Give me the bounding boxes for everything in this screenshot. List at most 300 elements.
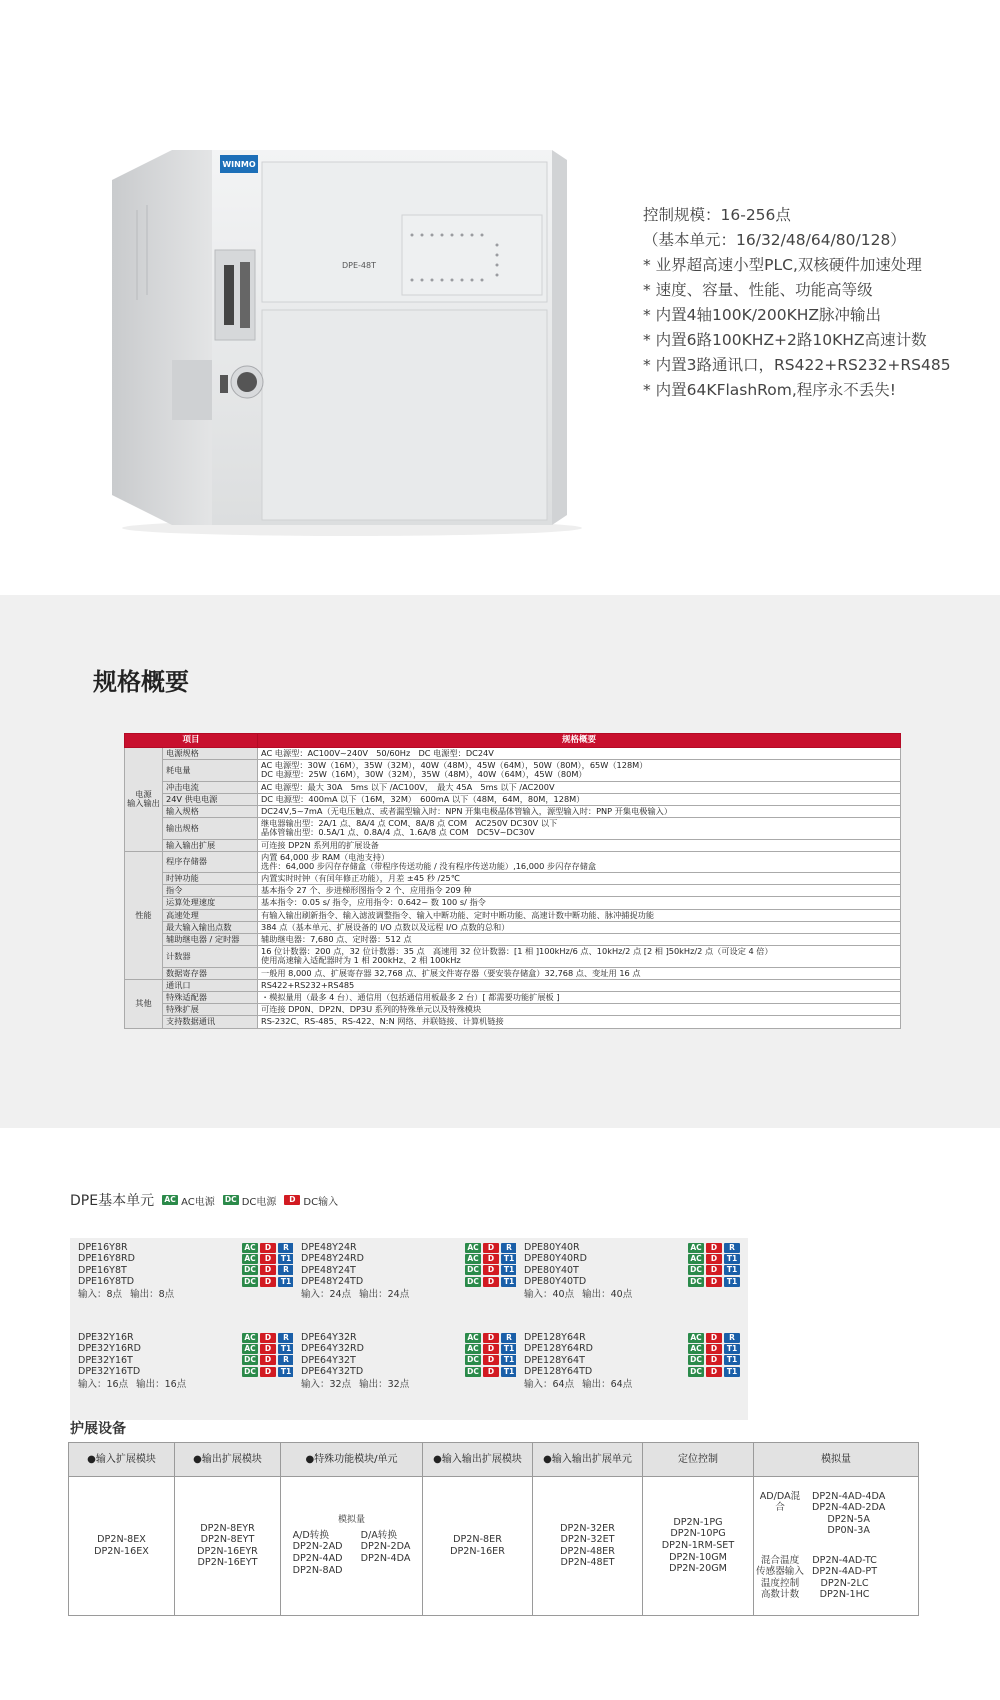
io-unit-cell: DP2N-32ER DP2N-32ET DP2N-48ER DP2N-48ET — [533, 1477, 643, 1616]
feature-item: （基本单元：16/32/48/64/80/128） — [643, 231, 906, 249]
spec-row — [125, 885, 901, 897]
legend-ac — [162, 1193, 215, 1208]
spec-item: 运算处理速度 — [163, 897, 258, 909]
spec-value: 基本指令 27 个、步进梯形图指令 2 个、应用指令 209 种 — [258, 885, 901, 897]
dc-badge: DC — [688, 1277, 704, 1287]
ac-badge: AC — [465, 1254, 481, 1264]
d-badge: D — [260, 1355, 276, 1365]
legend-d — [284, 1193, 338, 1208]
legend-label: DC电源 — [241, 1196, 277, 1208]
spec-item: 程序存储器 — [163, 851, 258, 872]
spec-item: 高速处理 — [163, 909, 258, 921]
ext-header: ●特殊功能模块/单元 — [281, 1443, 423, 1477]
spec-value: 384 点（基本单元、扩展设备的 I/O 点数以及远程 I/O 点数的总和） — [258, 921, 901, 933]
spec-value: 基本指令：0.05 s/ 指令，应用指令：0.642~ 数 100 s/ 指令 — [258, 897, 901, 909]
t1-badge: T1 — [501, 1265, 517, 1275]
feature-item: 控制规模：16-256点 — [643, 206, 791, 224]
io-inputs: 8点 — [106, 1288, 123, 1300]
dc-badge: DC — [465, 1277, 481, 1287]
unit-card — [293, 1238, 525, 1330]
unit-card — [516, 1238, 748, 1330]
io-label: 输入： — [301, 1288, 330, 1300]
spec-item: 计数器 — [163, 946, 258, 967]
d-badge: D — [706, 1367, 722, 1377]
unit-model-row — [78, 1276, 294, 1287]
spec-item: 最大输入输出点数 — [163, 921, 258, 933]
spec-header-item: 项目 — [125, 734, 258, 748]
unit-model-row — [524, 1366, 740, 1377]
output-ext-cell: DP2N-8EYR DP2N-8EYT DP2N-16EYR DP2N-16EYT — [175, 1477, 281, 1616]
spec-item: 支持数据通讯 — [163, 1016, 258, 1028]
unit-io — [524, 1289, 740, 1300]
io-label: 输出： — [582, 1378, 611, 1390]
unit-badges — [688, 1254, 740, 1264]
unit-badges — [465, 1265, 517, 1275]
unit-model-name: DPE32Y16RD — [78, 1343, 141, 1355]
t1-badge: T1 — [724, 1254, 740, 1264]
unit-badges — [688, 1355, 740, 1365]
spec-row — [125, 897, 901, 909]
io-inputs: 24点 — [329, 1288, 352, 1300]
spec-item: 指令 — [163, 885, 258, 897]
unit-card — [70, 1328, 302, 1420]
ac-badge: AC — [688, 1344, 704, 1354]
spec-item: 特殊扩展 — [163, 1004, 258, 1016]
spec-item: 输入规格 — [163, 805, 258, 817]
r-badge: R — [278, 1355, 294, 1365]
unit-model-name: DPE48Y24T — [301, 1264, 356, 1276]
unit-badges — [465, 1243, 517, 1253]
t1-badge: T1 — [724, 1277, 740, 1287]
d-badge: D — [483, 1367, 499, 1377]
analog-group-models: DP2N-4AD-4DA DP2N-4AD-2DA DP2N-5A DP0N-3A — [812, 1490, 886, 1537]
spec-value: 辅助继电器：7,680 点、定时器：512 点 — [258, 934, 901, 946]
spec-row — [125, 839, 901, 851]
unit-model-name: DPE80Y40R — [524, 1242, 580, 1253]
unit-model-row — [524, 1355, 740, 1366]
analog-cell — [754, 1477, 919, 1616]
spec-group: 性能 — [125, 851, 163, 979]
unit-io — [301, 1289, 517, 1300]
spec-value: AC 电源型：AC100V~240V 50/60Hz DC 电源型：DC24V — [258, 748, 901, 760]
spec-row — [125, 967, 901, 979]
unit-model-name: DPE64Y32T — [301, 1354, 356, 1366]
units-title: DPE基本单元 — [70, 1193, 155, 1209]
ext-title: 护展设备 — [70, 1421, 126, 1437]
dc-badge: DC — [242, 1265, 258, 1275]
unit-model-name: DPE16Y8R — [78, 1242, 128, 1253]
unit-model-row — [78, 1355, 294, 1366]
unit-model-name: DPE64Y32R — [301, 1332, 357, 1343]
spec-item: 输入输出扩展 — [163, 839, 258, 851]
input-ext-cell: DP2N-8EX DP2N-16EX — [69, 1477, 175, 1616]
unit-badges — [465, 1344, 517, 1354]
unit-badges — [242, 1344, 294, 1354]
unit-badges — [688, 1367, 740, 1377]
spec-value: 内置 64,000 步 RAM（电池支持） 选件：64,000 步闪存存储盒（带程序传送功能 / 没有程序传送功能）,16,000 步闪存存储盒 — [258, 851, 901, 872]
spec-value: DC24V,5~7mA（无电压触点、或者漏型输入时：NPN 开集电极晶体管输入，源型输入时：PNP 开集电极输入） — [258, 805, 901, 817]
d-badge: D — [260, 1265, 276, 1275]
io-outputs: 32点 — [387, 1378, 410, 1390]
units-section — [0, 1128, 1000, 1700]
unit-badges — [465, 1333, 517, 1343]
spec-title: 规格概要 — [93, 668, 189, 696]
ext-header: ●输出扩展模块 — [175, 1443, 281, 1477]
t1-badge: T1 — [501, 1367, 517, 1377]
ext-header: 定位控制 — [643, 1443, 754, 1477]
unit-model-row — [301, 1253, 517, 1264]
plc-product-image — [112, 150, 592, 538]
spec-row — [125, 921, 901, 933]
spec-row — [125, 793, 901, 805]
t1-badge: T1 — [278, 1254, 294, 1264]
dc-badge: DC — [688, 1355, 704, 1365]
t1-badge: T1 — [724, 1367, 740, 1377]
unit-model-name: DPE48Y24RD — [301, 1253, 364, 1265]
spec-row — [125, 946, 901, 967]
unit-model-row — [524, 1265, 740, 1276]
unit-model-row — [78, 1265, 294, 1276]
r-badge: R — [278, 1243, 294, 1253]
spec-value: RS-232C、RS-485、RS-422、N:N 网络、并联链接、计算机链接 — [258, 1016, 901, 1028]
unit-io — [78, 1289, 294, 1300]
unit-badges — [242, 1333, 294, 1343]
spec-row — [125, 781, 901, 793]
positioning-cell: DP2N-1PG DP2N-10PG DP2N-1RM-SET DP2N-10GM DP2N-20GM — [643, 1477, 754, 1616]
spec-value: 内置实时时钟（有闰年修正功能），月差 ±45 秒 /25℃ — [258, 873, 901, 885]
spec-value: 可连接 DP0N、DP2N、DP3U 系列的特殊单元以及特殊模块 — [258, 1004, 901, 1016]
unit-model-row — [301, 1242, 517, 1253]
ac-badge: AC — [162, 1195, 178, 1205]
io-module-cell: DP2N-8ER DP2N-16ER — [423, 1477, 533, 1616]
unit-model-name: DPE48Y24TD — [301, 1276, 364, 1288]
unit-badges — [465, 1355, 517, 1365]
io-label: 输入： — [78, 1288, 107, 1300]
unit-model-name: DPE32Y16T — [78, 1354, 133, 1366]
ac-badge: AC — [688, 1333, 704, 1343]
spec-item: 特殊适配器 — [163, 991, 258, 1003]
analog-group-label: AD/DA混合 — [759, 1490, 801, 1514]
t1-badge: T1 — [724, 1265, 740, 1275]
unit-model-row — [524, 1253, 740, 1264]
feature-item: * 内置6路100KHZ+2路10KHZ高速计数 — [643, 331, 927, 349]
analog-group-label: 混合温度 传感器输入 温度控制 高数计数 — [756, 1554, 804, 1601]
d-badge: D — [260, 1254, 276, 1264]
r-badge: R — [501, 1333, 517, 1343]
r-badge: R — [278, 1333, 294, 1343]
io-label: 输出： — [130, 1288, 159, 1300]
io-label: 输入： — [301, 1378, 330, 1390]
t1-badge: T1 — [724, 1344, 740, 1354]
spec-group: 其他 — [125, 979, 163, 1028]
d-badge: D — [706, 1344, 722, 1354]
spec-item: 耗电量 — [163, 760, 258, 781]
spec-row — [125, 991, 901, 1003]
unit-model-row — [524, 1332, 740, 1343]
unit-model-name: DPE48Y24R — [301, 1242, 357, 1253]
spec-row — [125, 760, 901, 781]
spec-value: AC 电源型：最大 30A 5ms 以下 /AC100V， 最大 45A 5ms 以下 /AC200V — [258, 781, 901, 793]
unit-badges — [242, 1277, 294, 1287]
legend-label: DC输入 — [303, 1196, 339, 1208]
unit-badges — [465, 1277, 517, 1287]
dc-badge: DC — [242, 1277, 258, 1287]
unit-model-name: DPE80Y40RD — [524, 1253, 587, 1265]
r-badge: R — [724, 1333, 740, 1343]
feature-item: * 内置4轴100K/200KHZ脉冲输出 — [643, 306, 882, 324]
io-outputs: 64点 — [610, 1378, 633, 1390]
t1-badge: T1 — [501, 1355, 517, 1365]
r-badge: R — [501, 1243, 517, 1253]
ac-badge: AC — [688, 1254, 704, 1264]
spec-row — [125, 851, 901, 872]
spec-body — [125, 748, 901, 1029]
unit-model-row — [301, 1265, 517, 1276]
unit-model-name: DPE128Y64R — [524, 1332, 586, 1343]
units-header — [70, 1190, 338, 1210]
ext-header: 模拟量 — [754, 1443, 919, 1477]
d-badge: D — [483, 1355, 499, 1365]
ac-badge: AC — [688, 1243, 704, 1253]
unit-card — [70, 1238, 302, 1330]
t1-badge: T1 — [278, 1344, 294, 1354]
spec-row — [125, 873, 901, 885]
d-badge: D — [483, 1333, 499, 1343]
ac-badge: AC — [465, 1243, 481, 1253]
io-label: 输入： — [78, 1378, 107, 1390]
spec-value: AC 电源型：30W（16M），35W（32M），40W（48M），45W（64M），50W（80M），65W（128M） DC 电源型：25W（16M），30W（32M），35W（48M），40W（64M），45W（80M） — [258, 760, 901, 781]
unit-card — [293, 1328, 525, 1420]
dc-badge: DC — [242, 1355, 258, 1365]
unit-badges — [465, 1254, 517, 1264]
io-label: 输入： — [524, 1288, 553, 1300]
d-badge: D — [260, 1367, 276, 1377]
legend-label: AC电源 — [181, 1196, 215, 1208]
r-badge: R — [724, 1243, 740, 1253]
feature-item: * 内置64KFlashRom,程序永不丢失! — [643, 381, 896, 399]
d-badge: D — [483, 1344, 499, 1354]
t1-badge: T1 — [278, 1367, 294, 1377]
spec-value: ・模拟量用（最多 4 台）、通信用（包括通信用板最多 2 台）[ 都需要功能扩展板 ] — [258, 991, 901, 1003]
unit-model-row — [78, 1242, 294, 1253]
dc-badge: DC — [242, 1367, 258, 1377]
io-inputs: 16点 — [106, 1378, 129, 1390]
spec-item: 电源规格 — [163, 748, 258, 760]
spec-value: 一般用 8,000 点、扩展寄存器 32,768 点、扩展文件寄存器（要安装存储盒）32,768 点、变址用 16 点 — [258, 967, 901, 979]
special-da-list: D/A转换 DP2N-2DA DP2N-4DA — [360, 1529, 411, 1565]
t1-badge: T1 — [501, 1277, 517, 1287]
spec-row — [125, 909, 901, 921]
ext-header: ●输入输出扩展模块 — [423, 1443, 533, 1477]
unit-badges — [688, 1344, 740, 1354]
io-inputs: 32点 — [329, 1378, 352, 1390]
spec-row — [125, 818, 901, 839]
io-label: 输出： — [136, 1378, 165, 1390]
unit-badges — [465, 1367, 517, 1377]
legend-dc — [223, 1193, 277, 1208]
d-badge: D — [706, 1277, 722, 1287]
unit-model-row — [524, 1276, 740, 1287]
hero-section — [0, 0, 1000, 595]
unit-card — [516, 1328, 748, 1420]
unit-model-name: DPE128Y64TD — [524, 1366, 593, 1378]
spec-row — [125, 1004, 901, 1016]
spec-value: RS422+RS232+RS485 — [258, 979, 901, 991]
dc-badge: DC — [688, 1265, 704, 1275]
d-badge: D — [260, 1344, 276, 1354]
d-badge: D — [706, 1265, 722, 1275]
ac-badge: AC — [242, 1254, 258, 1264]
d-badge: D — [706, 1243, 722, 1253]
spec-item: 24V 供电电源 — [163, 793, 258, 805]
t1-badge: T1 — [501, 1254, 517, 1264]
spec-header-row — [125, 734, 901, 748]
t1-badge: T1 — [724, 1355, 740, 1365]
unit-model-name: DPE16Y8TD — [78, 1276, 135, 1288]
unit-model-name: DPE64Y32RD — [301, 1343, 364, 1355]
spec-value: 继电器输出型：2A/1 点、8A/4 点 COM、8A/8 点 COM AC250V DC30V 以下 晶体管输出型：0.5A/1 点、0.8A/4 点、1.6A/8 点 COM DC5V~DC30V — [258, 818, 901, 839]
unit-badges — [242, 1243, 294, 1253]
io-outputs: 8点 — [158, 1288, 175, 1300]
ext-row — [69, 1477, 919, 1616]
unit-model-name: DPE32Y16TD — [78, 1366, 141, 1378]
unit-badges — [688, 1265, 740, 1275]
unit-model-name: DPE16Y8RD — [78, 1253, 135, 1265]
io-label: 输出： — [359, 1288, 388, 1300]
spec-section — [0, 595, 1000, 1128]
spec-value: 有输入输出刷新指令、输入滤波调整指令、输入中断功能、定时中断功能、高速计数中断功能、脉冲捕捉功能 — [258, 909, 901, 921]
unit-io — [78, 1379, 294, 1390]
unit-model-name: DPE128Y64RD — [524, 1343, 593, 1355]
io-outputs: 40点 — [610, 1288, 633, 1300]
unit-io — [524, 1379, 740, 1390]
unit-model-row — [301, 1366, 517, 1377]
unit-model-row — [78, 1343, 294, 1354]
io-outputs: 24点 — [387, 1288, 410, 1300]
d-badge: D — [706, 1254, 722, 1264]
d-badge: D — [260, 1277, 276, 1287]
feature-list — [643, 203, 951, 403]
unit-model-row — [78, 1332, 294, 1343]
spec-item: 输出规格 — [163, 818, 258, 839]
spec-group: 电源 输入输出 — [125, 748, 163, 852]
spec-row — [125, 934, 901, 946]
spec-row — [125, 805, 901, 817]
unit-model-name: DPE80Y40T — [524, 1264, 579, 1276]
spec-value: DC 电源型：400mA 以下（16M，32M） 600mA 以下（48M，64M，80M，128M） — [258, 793, 901, 805]
io-label: 输出： — [359, 1378, 388, 1390]
ext-header: ●输入扩展模块 — [69, 1443, 175, 1477]
d-badge: D — [260, 1243, 276, 1253]
d-badge: D — [483, 1254, 499, 1264]
unit-model-name: DPE80Y40TD — [524, 1276, 587, 1288]
unit-model-row — [78, 1366, 294, 1377]
analog-group-models: DP2N-4AD-TC DP2N-4AD-PT DP2N-2LC DP2N-1HC — [812, 1554, 878, 1601]
unit-model-name: DPE64Y32TD — [301, 1366, 364, 1378]
spec-item: 冲击电流 — [163, 781, 258, 793]
unit-badges — [688, 1333, 740, 1343]
d-badge: D — [483, 1265, 499, 1275]
spec-row — [125, 748, 901, 760]
spec-value: 16 位计数器：200 点，32 位计数器：35 点 高速用 32 位计数器：[1 相 ]100kHz/6 点、10kHz/2 点 [2 相 ]50kHz/2 点（可设定 4 倍） 使用高速输入适配器时为 1 相 200kHz、2 相 100kHz — [258, 946, 901, 967]
unit-model-row — [301, 1276, 517, 1287]
unit-model-row — [301, 1332, 517, 1343]
spec-header-value: 规格概要 — [258, 734, 901, 748]
d-badge: D — [284, 1195, 300, 1205]
io-outputs: 16点 — [164, 1378, 187, 1390]
dc-badge: DC — [465, 1355, 481, 1365]
unit-badges — [688, 1277, 740, 1287]
dc-badge: DC — [223, 1195, 239, 1205]
spec-item: 通讯口 — [163, 979, 258, 991]
unit-model-name: DPE128Y64T — [524, 1354, 585, 1366]
unit-model-row — [301, 1343, 517, 1354]
special-ad-list: A/D转换 DP2N-2AD DP2N-4AD DP2N-8AD — [292, 1529, 343, 1576]
unit-badges — [242, 1355, 294, 1365]
unit-model-name: DPE32Y16R — [78, 1332, 134, 1343]
dc-badge: DC — [688, 1367, 704, 1377]
io-label: 输入： — [524, 1378, 553, 1390]
spec-value: 可连接 DP2N 系列用的扩展设备 — [258, 839, 901, 851]
unit-model-row — [524, 1343, 740, 1354]
special-cell — [281, 1477, 423, 1616]
d-badge: D — [706, 1333, 722, 1343]
spec-table — [124, 733, 901, 1029]
ac-badge: AC — [465, 1333, 481, 1343]
spec-item: 时钟功能 — [163, 873, 258, 885]
t1-badge: T1 — [501, 1344, 517, 1354]
unit-model-row — [78, 1253, 294, 1264]
unit-badges — [242, 1254, 294, 1264]
ext-header-row — [69, 1443, 919, 1477]
unit-badges — [242, 1265, 294, 1275]
feature-item: * 业界超高速小型PLC,双核硬件加速处理 — [643, 256, 922, 274]
brand-logo: WINMO — [222, 160, 256, 169]
unit-io — [301, 1379, 517, 1390]
dc-badge: DC — [465, 1265, 481, 1275]
model-label: DPE-48T — [342, 261, 376, 270]
ext-header: ●输入输出扩展单元 — [533, 1443, 643, 1477]
unit-model-row — [301, 1355, 517, 1366]
d-badge: D — [483, 1277, 499, 1287]
unit-badges — [688, 1243, 740, 1253]
io-label: 输出： — [582, 1288, 611, 1300]
spec-item: 辅助继电器 / 定时器 — [163, 934, 258, 946]
spec-row — [125, 1016, 901, 1028]
t1-badge: T1 — [278, 1277, 294, 1287]
unit-model-row — [524, 1242, 740, 1253]
spec-item: 数据寄存器 — [163, 967, 258, 979]
r-badge: R — [278, 1265, 294, 1275]
d-badge: D — [260, 1333, 276, 1343]
dc-badge: DC — [465, 1367, 481, 1377]
d-badge: D — [483, 1243, 499, 1253]
ac-badge: AC — [242, 1243, 258, 1253]
ac-badge: AC — [465, 1344, 481, 1354]
feature-item: * 速度、容量、性能、功能高等级 — [643, 281, 873, 299]
io-inputs: 40点 — [552, 1288, 575, 1300]
spec-row — [125, 979, 901, 991]
ac-badge: AC — [242, 1333, 258, 1343]
ext-table — [68, 1442, 919, 1616]
feature-item: * 内置3路通讯口，RS422+RS232+RS485 — [643, 356, 951, 374]
unit-model-name: DPE16Y8T — [78, 1264, 127, 1276]
unit-badges — [242, 1367, 294, 1377]
special-title: 模拟量 — [337, 1515, 365, 1526]
io-inputs: 64点 — [552, 1378, 575, 1390]
d-badge: D — [706, 1355, 722, 1365]
ac-badge: AC — [242, 1344, 258, 1354]
